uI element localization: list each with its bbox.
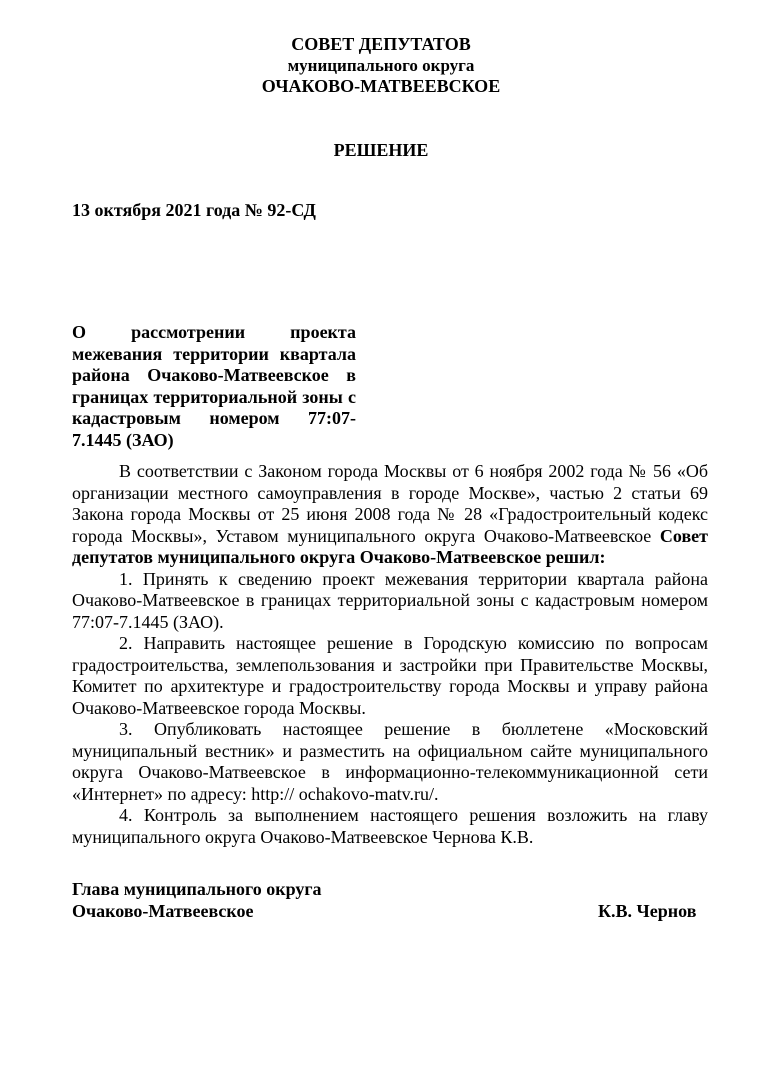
signatory-position-line2: Очаково-Матвеевское	[72, 901, 254, 921]
signatory-name: К.В. Чернов	[598, 901, 697, 921]
decision-subject: О рассмотрении проекта межевания территории квартала района Очаково-Матвеевское в границах территориальной зоны с кадастровым номером 77:07-7.1445 (ЗАО)	[72, 322, 356, 450]
document-body	[72, 461, 708, 848]
district-name: ОЧАКОВО-МАТВЕЕВСКОЕ	[261, 76, 501, 96]
decision-item-3: 3. Опубликовать настоящее решение в бюллетене «Московский муниципальный вестник» и разместить на официальном сайте муниципального округа Очаково-Матвеевское в информационно-телекоммуникационной сети «Интернет» по адресу: http:// ochakovo-matv.ru/.	[72, 719, 708, 804]
council-name: СОВЕТ ДЕПУТАТОВ	[291, 34, 471, 54]
preamble-text: В соответствии с Законом города Москвы от 6 ноября 2002 года № 56 «Об организации местного самоуправления в городе Москве», частью 2 статьи 69 Закона города Москвы от 25 июня 2008 года № 28 «Градостроительный кодекс города Москвы», Уставом муниципального округа Очаково-Матвеевское	[72, 461, 708, 546]
preamble-resolution: Совет депутатов муниципального округа Очаково-Матвеевское решил:	[72, 525, 708, 567]
decision-item-1: 1. Принять к сведению проект межевания территории квартала района Очаково-Матвеевское в границах территориальной зоны с кадастровым номером 77:07-7.1445 (ЗАО).	[72, 568, 708, 632]
decision-item-2: 2. Направить настоящее решение в Городскую комиссию по вопросам градостроительства, землепользования и застройки при Правительстве Москвы, Комитет по архитектуре и градостроительству города Москвы и управу района Очаково-Матвеевское города Москвы.	[72, 633, 708, 718]
document-header	[0, 34, 762, 97]
district-label: муниципального округа	[287, 56, 475, 75]
signatory-position	[72, 878, 322, 922]
decision-item-4: 4. Контроль за выполнением настоящего решения возложить на главу муниципального округа Очаково-Матвеевское Чернова К.В.	[72, 805, 708, 847]
date-and-number: 13 октября 2021 года № 92-СД	[72, 200, 316, 220]
signatory-position-line1: Глава муниципального округа	[72, 879, 322, 899]
document-title: РЕШЕНИЕ	[333, 140, 429, 160]
preamble-paragraph	[72, 461, 708, 569]
